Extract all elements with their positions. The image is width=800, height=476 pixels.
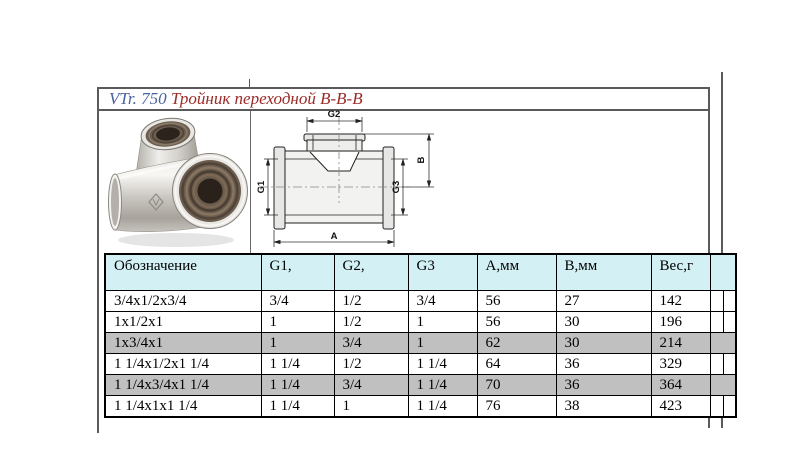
cell-spacer xyxy=(723,354,736,375)
cell-g2: 3/4 xyxy=(334,375,408,396)
cell-g1: 1 xyxy=(261,312,334,333)
cell-spacer xyxy=(710,333,723,354)
cell-g3: 1 xyxy=(408,312,477,333)
table-header-row xyxy=(105,254,736,291)
cell-g2: 1/2 xyxy=(334,354,408,375)
cell-weight: 423 xyxy=(651,396,710,418)
table-row xyxy=(105,354,736,375)
cell-designation: 1 1/4x1/2x1 1/4 xyxy=(105,354,261,375)
cell-spacer xyxy=(710,375,723,396)
col-header-g2: G2, xyxy=(334,254,408,291)
dim-label-g2: G2 xyxy=(327,109,341,120)
cell-weight: 142 xyxy=(651,291,710,312)
cell-b: 30 xyxy=(556,333,651,354)
cell-spacer xyxy=(723,312,736,333)
cell-g1: 1 1/4 xyxy=(261,396,334,418)
dim-label-g1: G1 xyxy=(256,180,267,194)
cell-b: 27 xyxy=(556,291,651,312)
cell-designation: 3/4x1/2x3/4 xyxy=(105,291,261,312)
product-code: VTr. 750 xyxy=(109,89,167,108)
cell-b: 30 xyxy=(556,312,651,333)
tee-dimension-drawing xyxy=(252,106,464,252)
cell-spacer xyxy=(723,396,736,418)
cell-designation: 1x3/4x1 xyxy=(105,333,261,354)
cell-g3: 1 1/4 xyxy=(408,375,477,396)
spec-table-container xyxy=(104,253,737,418)
cell-g1: 1 1/4 xyxy=(261,375,334,396)
cell-g3: 3/4 xyxy=(408,291,477,312)
cell-designation: 1 1/4x1x1 1/4 xyxy=(105,396,261,418)
col-header-spacer xyxy=(710,254,736,291)
col-header-a-mm: А,мм xyxy=(477,254,556,291)
spec-table xyxy=(104,253,737,418)
cell-g3: 1 1/4 xyxy=(408,354,477,375)
cell-designation: 1x1/2x1 xyxy=(105,312,261,333)
table-row xyxy=(105,291,736,312)
dim-label-b: B xyxy=(416,156,427,164)
cell-a: 62 xyxy=(477,333,556,354)
cell-spacer xyxy=(710,396,723,418)
cell-g1: 3/4 xyxy=(261,291,334,312)
tee-fitting-photo xyxy=(100,112,248,252)
cell-g2: 1/2 xyxy=(334,312,408,333)
cell-a: 64 xyxy=(477,354,556,375)
cell-a: 56 xyxy=(477,291,556,312)
cell-spacer xyxy=(723,375,736,396)
table-row xyxy=(105,396,736,418)
technical-drawing xyxy=(252,106,464,252)
cell-g2: 3/4 xyxy=(334,333,408,354)
col-header-g3: G3 xyxy=(408,254,477,291)
frame-line-left xyxy=(97,87,99,433)
cell-g3: 1 1/4 xyxy=(408,396,477,418)
cell-spacer xyxy=(710,312,723,333)
cell-g1: 1 xyxy=(261,333,334,354)
cell-g1: 1 1/4 xyxy=(261,354,334,375)
col-header-g1: G1, xyxy=(261,254,334,291)
table-row xyxy=(105,375,736,396)
table-row xyxy=(105,333,736,354)
col-header-weight: Вес,г xyxy=(651,254,710,291)
dim-label-a: A xyxy=(330,231,338,242)
cell-weight: 196 xyxy=(651,312,710,333)
table-row xyxy=(105,312,736,333)
cell-weight: 364 xyxy=(651,375,710,396)
cell-spacer xyxy=(710,354,723,375)
cell-spacer xyxy=(723,333,736,354)
cell-b: 38 xyxy=(556,396,651,418)
photo-drawing-divider xyxy=(250,111,251,253)
cell-a: 56 xyxy=(477,312,556,333)
cell-a: 70 xyxy=(477,375,556,396)
cell-spacer xyxy=(710,291,723,312)
col-header-b-mm: В,мм xyxy=(556,254,651,291)
cell-b: 36 xyxy=(556,354,651,375)
cell-g2: 1 xyxy=(334,396,408,418)
cell-b: 36 xyxy=(556,375,651,396)
product-name: Тройник переходной В-В-В xyxy=(170,89,363,108)
product-photo xyxy=(100,112,248,252)
cell-spacer xyxy=(723,291,736,312)
col-header-designation: Обозначение xyxy=(105,254,261,291)
dim-label-g3: G3 xyxy=(391,180,402,194)
cell-g3: 1 xyxy=(408,333,477,354)
cell-weight: 329 xyxy=(651,354,710,375)
cell-g2: 1/2 xyxy=(334,291,408,312)
cell-weight: 214 xyxy=(651,333,710,354)
cell-a: 76 xyxy=(477,396,556,418)
cell-designation: 1 1/4x3/4x1 1/4 xyxy=(105,375,261,396)
